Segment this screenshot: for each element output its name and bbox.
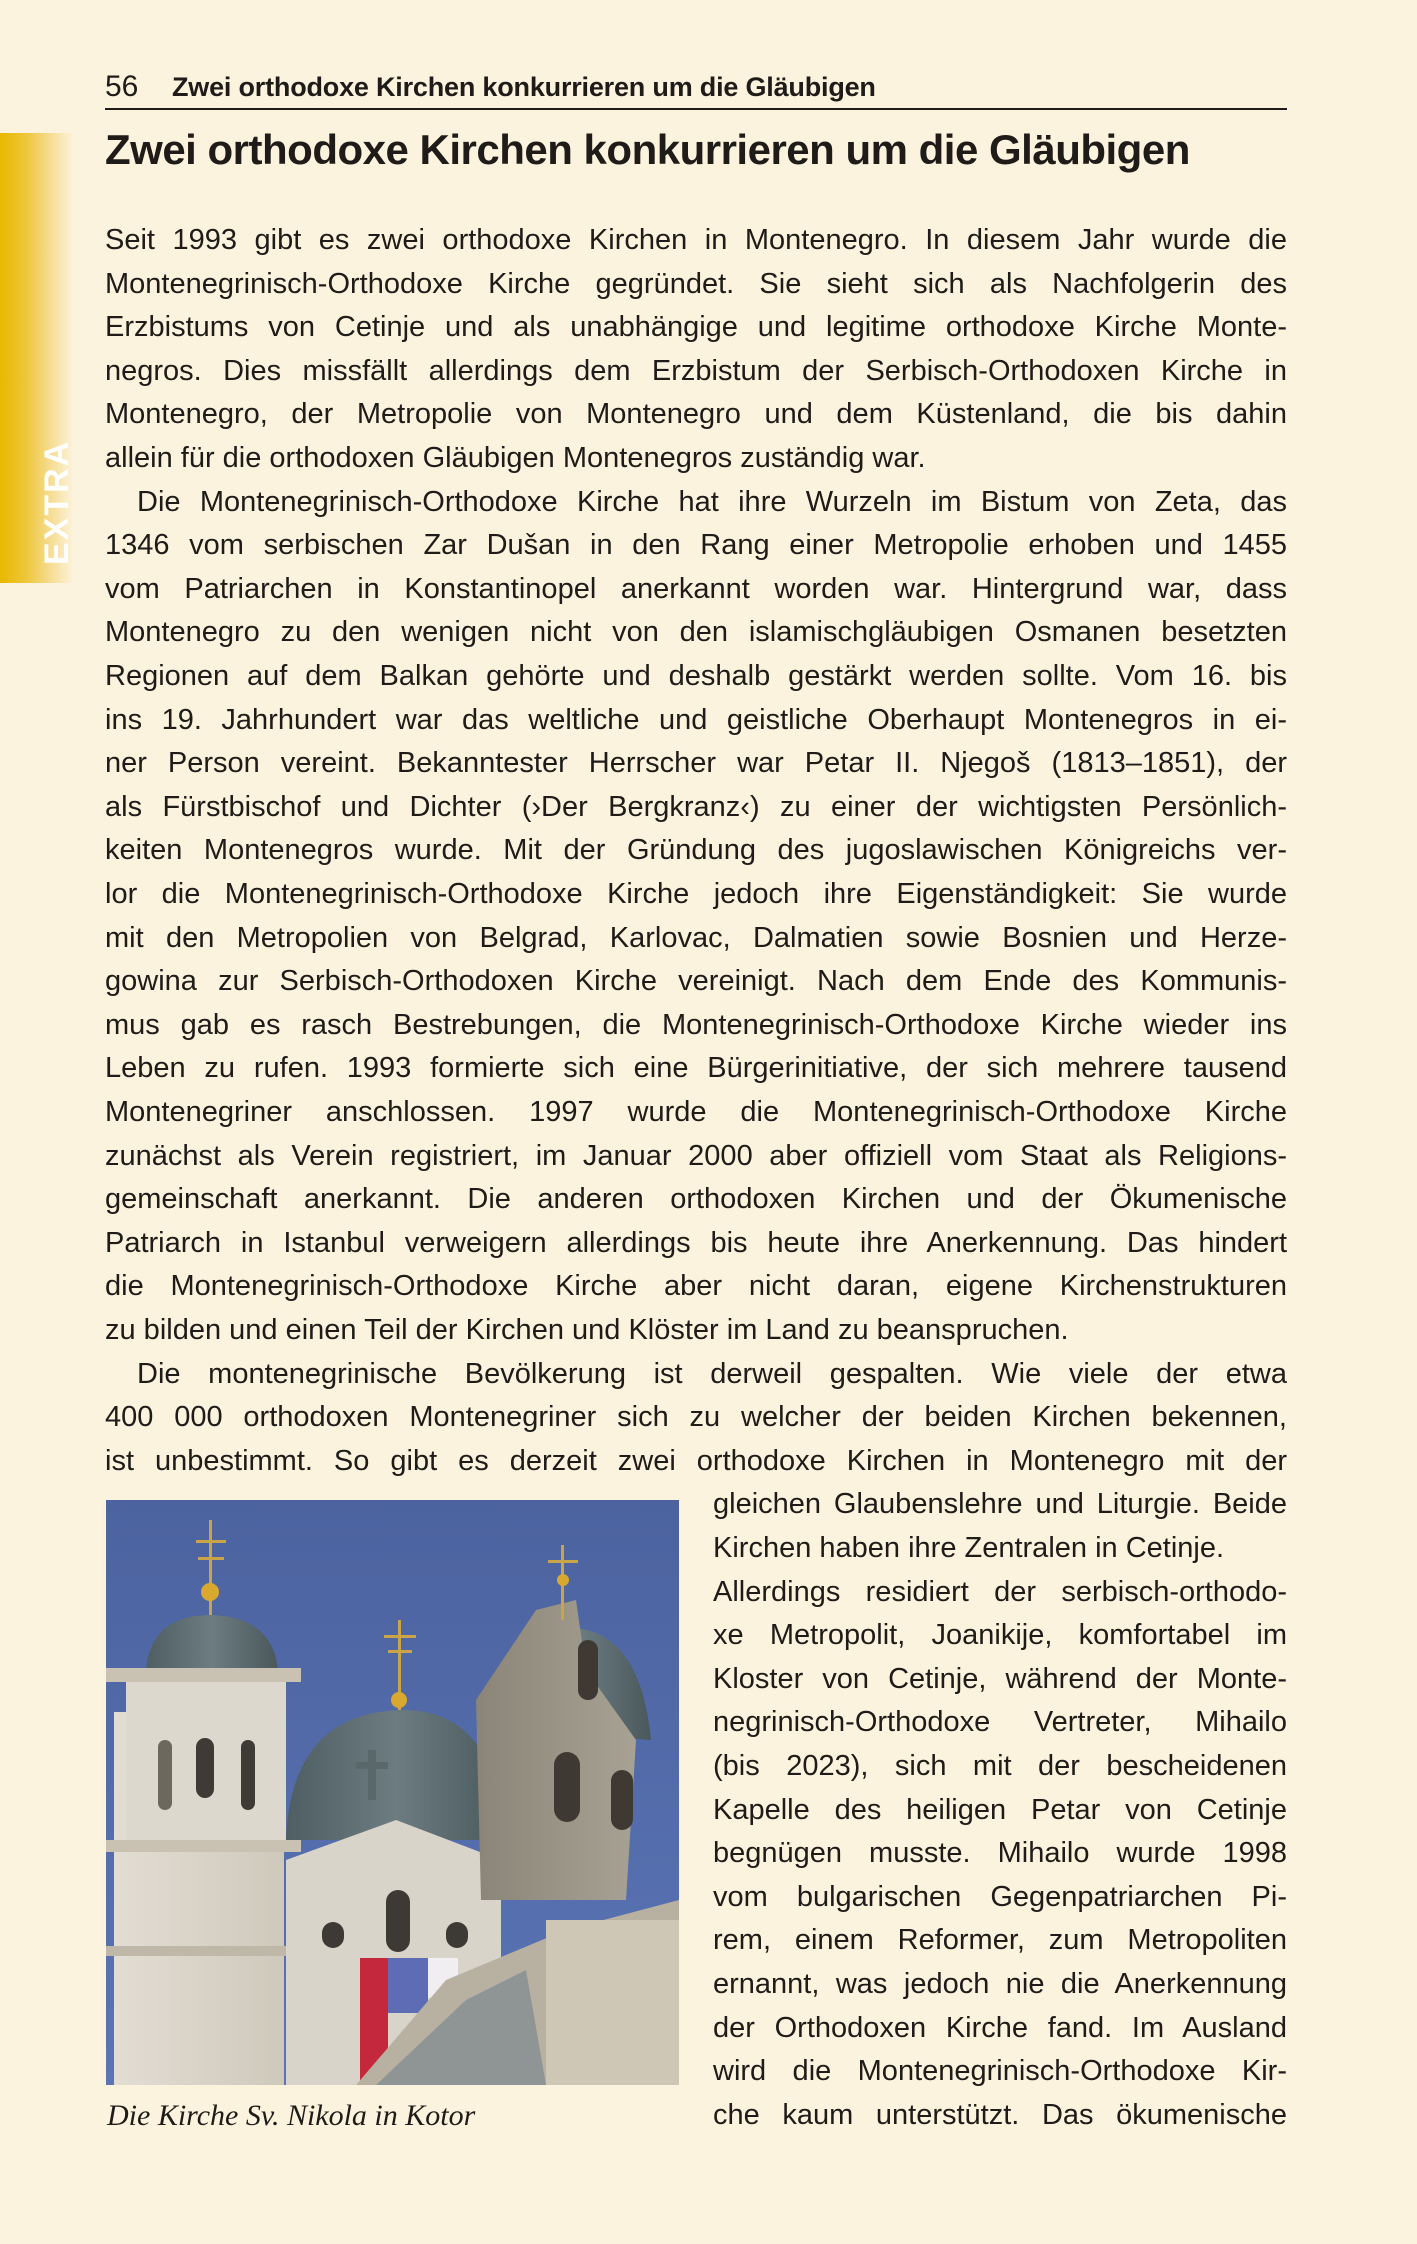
- text-line: Montenegro zu den wenigen nicht von den islamischgläubigen Osmanen besetzten: [105, 616, 1287, 649]
- article-heading: Zwei orthodoxe Kirchen konkurrieren um die Gläubigen: [105, 126, 1190, 173]
- text-line: negros. Dies missfällt allerdings dem Erzbistum der Serbisch-Orthodoxen Kirche in: [105, 354, 1287, 387]
- church-illustration: [106, 1500, 679, 2085]
- text-line: Allerdings residiert der serbisch-orthodo-: [713, 1575, 1287, 1608]
- header-rule: [105, 108, 1287, 110]
- text-line: gemeinschaft anerkannt. Die anderen orthodoxen Kirchen und der Ökumenische: [105, 1183, 1287, 1216]
- text-line: zunächst als Verein registriert, im Januar 2000 aber offiziell vom Staat als Religions-: [105, 1139, 1287, 1172]
- text-line: zu bilden und einen Teil der Kirchen und Klöster im Land zu beanspruchen.: [105, 1314, 1069, 1346]
- page-number: 56: [105, 70, 139, 103]
- text-line: der Orthodoxen Kirche fand. Im Ausland: [713, 2011, 1287, 2044]
- text-line: Kapelle des heiligen Petar von Cetinje: [713, 1793, 1287, 1826]
- text-line: Die Montenegrinisch-Orthodoxe Kirche hat ihre Wurzeln im Bistum von Zeta, das: [137, 485, 1287, 518]
- text-line: mit den Metropolien von Belgrad, Karlovac, Dalmatien sowie Bosnien und Herze-: [105, 921, 1287, 954]
- text-line: gleichen Glaubenslehre und Liturgie. Beide: [713, 1488, 1287, 1521]
- photo-caption: Die Kirche Sv. Nikola in Kotor: [107, 2099, 476, 2132]
- running-header-title: Zwei orthodoxe Kirchen konkurrieren um die Gläubigen: [172, 72, 876, 102]
- text-line: Seit 1993 gibt es zwei orthodoxe Kirchen in Montenegro. In diesem Jahr wurde die: [105, 224, 1287, 256]
- text-line: gowina zur Serbisch-Orthodoxen Kirche vereinigt. Nach dem Ende des Kommunis-: [105, 965, 1287, 998]
- text-line: rem, einem Reformer, zum Metropoliten: [713, 1924, 1287, 1957]
- text-line: ins 19. Jahrhundert war das weltliche und geistliche Oberhaupt Montenegros in ei-: [105, 703, 1287, 736]
- extra-tab-label: EXTRA: [38, 439, 76, 565]
- text-line: Die montenegrinische Bevölkerung ist derweil gespalten. Wie viele der etwa: [137, 1357, 1287, 1390]
- text-line: Kirchen haben ihre Zentralen in Cetinje.: [713, 1532, 1225, 1564]
- text-line: negrinisch-Orthodoxe Vertreter, Mihailo: [713, 1706, 1287, 1739]
- text-line: Montenegrinisch-Orthodoxe Kirche gegründet. Sie sieht sich als Nachfolgerin des: [105, 267, 1287, 300]
- text-line: xe Metropolit, Joanikije, komfortabel im: [713, 1619, 1287, 1652]
- text-line: wird die Montenegrinisch-Orthodoxe Kir-: [713, 2055, 1287, 2088]
- extra-side-tab: [0, 133, 74, 583]
- text-line: ner Person vereint. Bekanntester Herrscher war Petar II. Njegoš (1813–1851), der: [105, 747, 1287, 780]
- text-line: begnügen musste. Mihailo wurde 1998: [713, 1837, 1287, 1870]
- text-line: mus gab es rasch Bestrebungen, die Montenegrinisch-Orthodoxe Kirche wieder ins: [105, 1008, 1287, 1041]
- text-line: die Montenegrinisch-Orthodoxe Kirche aber nicht daran, eigene Kirchenstrukturen: [105, 1270, 1287, 1303]
- text-line: (bis 2023), sich mit der bescheidenen: [713, 1750, 1287, 1782]
- text-line: Montenegriner anschlossen. 1997 wurde die Montenegrinisch-Orthodoxe Kirche: [105, 1096, 1287, 1128]
- text-line: 400 000 orthodoxen Montenegriner sich zu welcher der beiden Kirchen bekennen,: [105, 1401, 1287, 1434]
- church-photo: [106, 1500, 679, 2085]
- text-line: che kaum unterstützt. Das ökumenische: [713, 2098, 1287, 2131]
- text-line: lor die Montenegrinisch-Orthodoxe Kirche jedoch ihre Eigenständigkeit: Sie wurde: [105, 878, 1287, 910]
- text-line: Patriarch in Istanbul verweigern allerdings bis heute ihre Anerkennung. Das hindert: [105, 1226, 1287, 1259]
- text-line: 1346 vom serbischen Zar Dušan in den Rang einer Metropolie erhoben und 1455: [105, 529, 1287, 562]
- text-line: vom bulgarischen Gegenpatriarchen Pi-: [713, 1880, 1287, 1913]
- text-line: vom Patriarchen in Konstantinopel anerkannt worden war. Hintergrund war, dass: [105, 572, 1287, 605]
- text-line: als Fürstbischof und Dichter (›Der Bergkranz‹) zu einer der wichtigsten Persönlich-: [105, 790, 1287, 823]
- text-line: Leben zu rufen. 1993 formierte sich eine Bürgerinitiative, der sich mehrere tausend: [105, 1052, 1287, 1085]
- text-line: Regionen auf dem Balkan gehörte und deshalb gestärkt werden sollte. Vom 16. bis: [105, 660, 1287, 692]
- text-line: Kloster von Cetinje, während der Monte-: [713, 1662, 1287, 1695]
- text-line: allein für die orthodoxen Gläubigen Montenegros zuständig war.: [105, 442, 926, 474]
- text-line: Erzbistums von Cetinje und als unabhängige und legitime orthodoxe Kirche Monte-: [105, 311, 1287, 344]
- text-line: ernannt, was jedoch nie die Anerkennung: [713, 1968, 1287, 2000]
- text-line: Montenegro, der Metropolie von Montenegro und dem Küstenland, die bis dahin: [105, 398, 1287, 431]
- text-line: keiten Montenegros wurde. Mit der Gründung des jugoslawischen Königreichs ver-: [105, 834, 1287, 867]
- text-line: ist unbestimmt. So gibt es derzeit zwei orthodoxe Kirchen in Montenegro mit der: [105, 1444, 1287, 1477]
